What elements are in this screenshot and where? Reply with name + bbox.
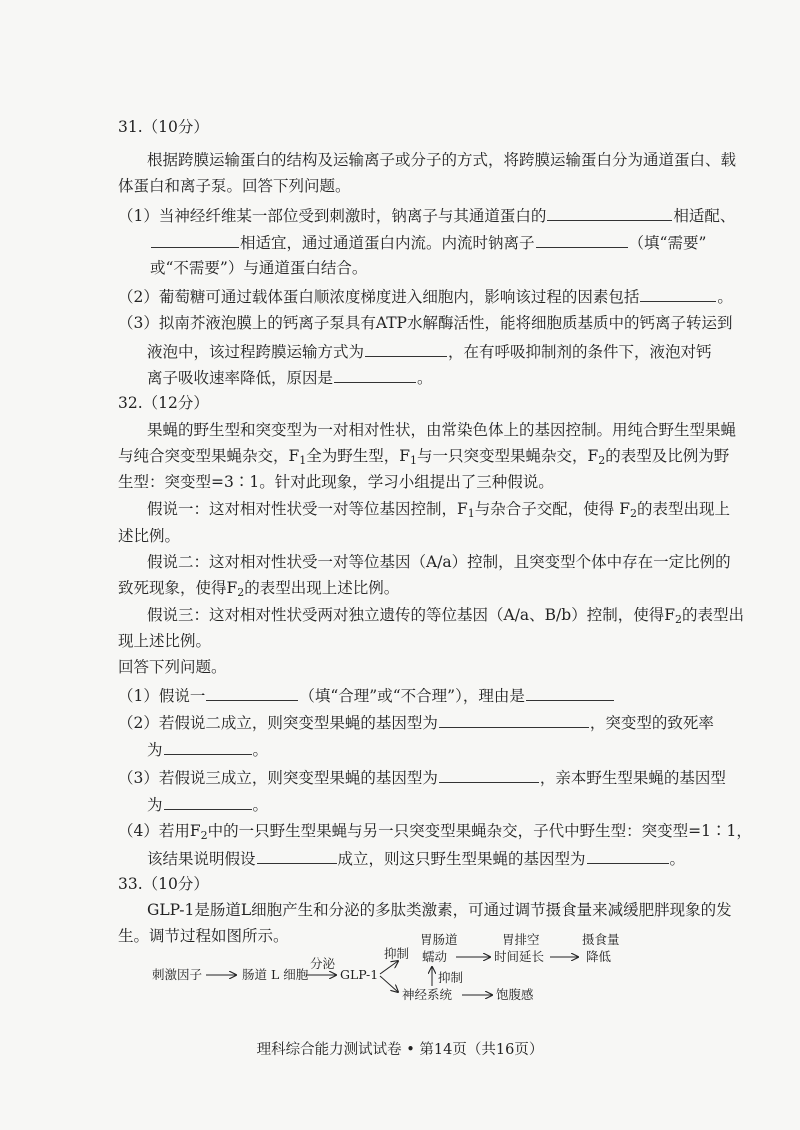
arrow: [380, 976, 398, 992]
q31-intro: 体蛋白和离子泵。回答下列问题。: [118, 177, 351, 195]
text: （1）假说一: [118, 687, 206, 705]
answer-blank: [206, 685, 298, 701]
text: 。: [252, 796, 269, 814]
text: 与一只突变型果蝇杂交，F: [417, 447, 599, 465]
text: 致死现象，使得F: [118, 579, 238, 597]
text: 的表型出现上述比例。: [244, 579, 400, 597]
page-footer: 理科综合能力测试试卷 • 第14页（共16页）: [256, 1042, 544, 1058]
subscript: 2: [674, 613, 682, 626]
motility-label: 蠕动: [422, 949, 448, 964]
text: 液泡中，该过程跨膜运输方式为: [147, 343, 365, 361]
q32-part4-cont: [147, 848, 685, 869]
text: ，突变型的致死率: [589, 714, 714, 732]
q32-hypothesis-3: 现上述比例。: [118, 632, 212, 650]
text: 中的一只野生型果蝇与另一只突变型果蝇杂交，子代中野生型：突变型=1∶1，: [207, 822, 752, 840]
stimulus-label: 刺激因子: [152, 967, 203, 982]
q31-part3-cont: [147, 367, 433, 388]
q33-heading: 33.（10分）: [118, 875, 209, 893]
text: 假说三：这对相对性状受两对独立遗传的等位基因（A/a、B/b）控制，使得F: [147, 606, 675, 624]
text: 为: [147, 796, 163, 814]
text: （2）葡萄糖可通过载体蛋白顺浓度梯度进入细胞内，影响该过程的因素包括: [118, 288, 640, 306]
q31-part1: [118, 205, 735, 226]
text: （填“需要”: [628, 234, 707, 252]
q32-part3: [118, 767, 726, 788]
nervous-system-label: 神经系统: [402, 987, 453, 1002]
text: 。: [717, 288, 733, 306]
answer-blank: [365, 341, 447, 357]
subscript: 1: [299, 454, 307, 467]
answer-blank: [439, 712, 589, 728]
q33-intro: GLP-1是肠道L细胞产生和分泌的多肽类激素，可通过调节摄食量来减缓肥胖现象的发: [147, 901, 732, 919]
text: 的表型及比例为野: [605, 447, 730, 465]
text: ，在有呼吸抑制剂的条件下，液泡对钙: [448, 343, 712, 361]
q33-intro: 生。调节过程如图所示。: [118, 927, 289, 945]
answer-blank: [334, 367, 416, 383]
q31-part2: [118, 286, 733, 307]
q32-part3-cont: [147, 794, 268, 815]
answer-blank: [257, 848, 337, 864]
text: ，亲本野生型果蝇的基因型: [539, 769, 726, 787]
food-intake-label: 摄食量: [582, 932, 620, 947]
arrow: [380, 961, 398, 974]
q32-intro: 生型：突变型=3∶1。针对此现象，学习小组提出了三种假说。: [118, 473, 554, 491]
inhibit-label: 抑制: [438, 970, 464, 985]
q32-heading: 32.（12分）: [118, 394, 209, 412]
text: 全为野生型，F: [306, 447, 411, 465]
answer-blank: [439, 767, 539, 783]
text: 成立，则这只野生型果蝇的基因型为: [337, 850, 586, 868]
text: 。: [417, 369, 433, 387]
q31-part1-cont: [150, 232, 706, 253]
answer-blank: [587, 848, 669, 864]
q32-part4: [118, 821, 752, 841]
answer-blank: [164, 794, 252, 810]
text: 的表型出现上: [636, 500, 730, 518]
q32-hypothesis-1: [147, 499, 730, 519]
q32-ask: 回答下列问题。: [118, 658, 227, 676]
text: 与纯合突变型果蝇杂交，F: [118, 447, 300, 465]
text: 假说一：这对相对性状受一对等位基因控制，F: [147, 500, 468, 518]
secrete-label: 分泌: [310, 956, 336, 971]
text: 离子吸收速率降低，原因是: [147, 369, 334, 387]
q32-intro: [118, 446, 729, 466]
text: （4）若用F: [118, 822, 201, 840]
answer-blank: [151, 232, 239, 248]
q32-hypothesis-2: [118, 578, 399, 598]
text: （3）若假说三成立，则突变型果蝇的基因型为: [118, 769, 438, 787]
subscript: 2: [598, 454, 606, 467]
answer-blank: [526, 685, 614, 701]
regulation-diagram: [0, 930, 800, 1020]
q32-part2: [118, 712, 714, 733]
subscript: 2: [200, 829, 208, 842]
text: 相适宜，通过通道蛋白内流。内流时钠离子: [240, 234, 535, 252]
text: （2）若假说二成立，则突变型果蝇的基因型为: [118, 714, 438, 732]
q32-intro: 果蝇的野生型和突变型为一对相对性状，由常染色体上的基因控制。用纯合野生型果蝇: [147, 421, 737, 439]
delay-label: 时间延长: [494, 949, 545, 964]
q32-part1: [118, 685, 615, 706]
satiety-label: 饱腹感: [496, 987, 534, 1002]
gut-label: 胃肠道: [420, 932, 458, 947]
answer-blank: [536, 232, 628, 248]
q31-part1-cont: 或“不需要”）与通道蛋白结合。: [150, 259, 368, 277]
text: 为: [147, 741, 163, 759]
answer-blank: [164, 739, 252, 755]
subscript: 2: [237, 586, 245, 599]
answer-blank: [547, 205, 672, 221]
text: （填“合理”或“不合理”），理由是: [299, 687, 525, 705]
decrease-label: 降低: [586, 949, 612, 964]
glp1-label: GLP-1: [340, 967, 379, 982]
l-cell-label: 肠道 L 细胞: [242, 967, 309, 982]
q31-part3: （3）拟南芥液泡膜上的钙离子泵具有ATP水解酶活性，能将细胞质基质中的钙离子转运到: [118, 314, 733, 332]
text: 的表型出: [681, 606, 744, 624]
subscript: 1: [467, 507, 475, 520]
subscript: 1: [410, 454, 418, 467]
q32-part2-cont: [147, 739, 268, 760]
q32-hypothesis-2: 假说二：这对相对性状受一对等位基因（A/a）控制，且突变型个体中存在一定比例的: [147, 553, 731, 571]
q31-intro: 根据跨膜运输蛋白的结构及运输离子或分子的方式，将跨膜运输蛋白分为通道蛋白、载: [147, 151, 737, 169]
text: 。: [252, 741, 269, 759]
text: 该结果说明假设: [147, 850, 256, 868]
text: （1）当神经纤维某一部位受到刺激时，钠离子与其通道蛋白的: [118, 207, 547, 225]
subscript: 2: [629, 507, 637, 520]
gastric-emptying-label: 胃排空: [502, 932, 540, 947]
q31-heading: 31.（10分）: [118, 118, 209, 136]
text: 与杂合子交配，使得 F: [474, 500, 630, 518]
q32-hypothesis-1: 述比例。: [118, 527, 181, 545]
inhibit-label: 抑制: [384, 946, 410, 961]
q32-hypothesis-3: [147, 605, 744, 625]
text: 。: [669, 850, 686, 868]
q31-part3-cont: [147, 341, 712, 362]
text: 相适配、: [673, 207, 736, 225]
answer-blank: [640, 286, 716, 302]
